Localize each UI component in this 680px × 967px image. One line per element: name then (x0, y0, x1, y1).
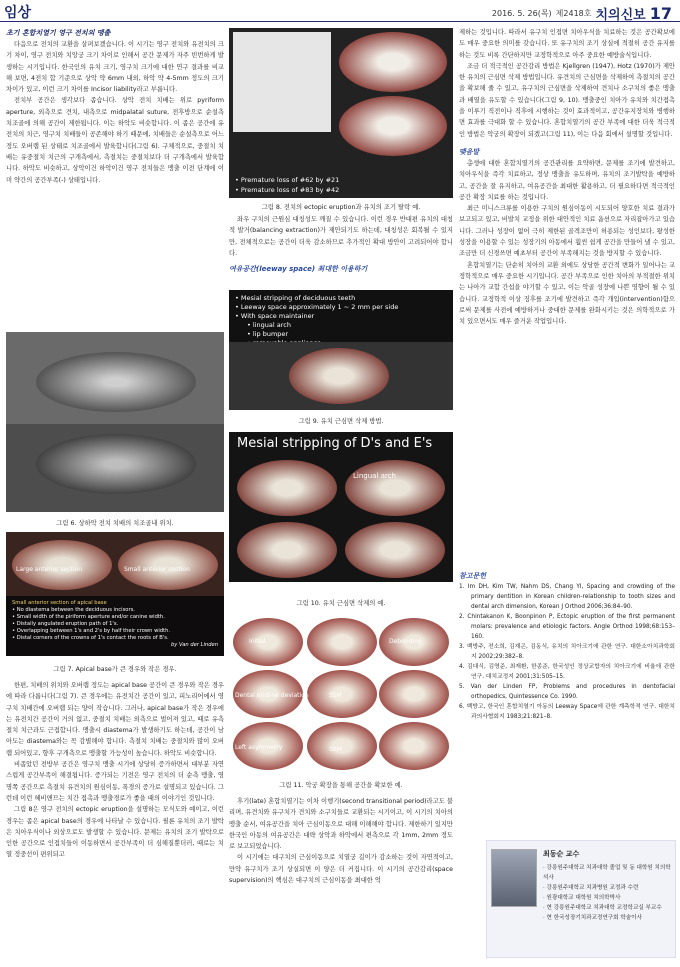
fig8-diagram (233, 32, 331, 132)
col2-text-1 (229, 214, 453, 284)
author-box (486, 840, 676, 958)
author-name: 최동순 교수 (543, 850, 580, 858)
fig11-image (229, 614, 453, 774)
fig10-label: Lingual arch (353, 472, 396, 480)
author-credential: · 원광대학교 대학원 치의학박사 (543, 895, 621, 901)
fig11-label: Debonding (389, 638, 422, 645)
fig7-bullet: • Distally angulated eruption path of 1's. (12, 621, 119, 627)
header-meta (492, 4, 672, 23)
fig7-label-small: Small anterior section (124, 566, 190, 573)
col3-paragraph: 조금 더 적극적인 공간감리 방법은 Kjellgren (1947), Hotz (1970)가 제안한 유치의 근심면 삭제 방법입니다. 유견치의 근심면을 삭제하여 측절치의 공간을 확보해 줄 수 있고, 유구치의 근심면을 삭제하여 견치나 소구치의 좋은 맹출과 배열을 유도할 수 있습니다(그림 9, 10). 맹출중인 치아가 유치와 치간접촉을 이루기 직전이나 직후에 시행하는 것이 효과적이고, 공간유지장치와 병행하면 효과를 극대화 할 수 있습니다. 혼합치열기의 공간 부족에 대한 더욱 적극적인 방법은 악궁의 확장이 되겠고(그림 11), 이는 다음 회에서 설명할 것입니다. (459, 62, 675, 138)
col3-paragraph: 최근 미니스크류를 이용한 구치의 원심이동이 시도되어 양호한 치료 결과가 보고되고 있고, 비발치 교정을 위한 대안적인 치료 옵션으로 자리잡아가고 있습니다. 그러나 성장이 없어 극히 제한된 골격조만이 허용되는 성인보다, 왕성한 성장을 이용할 수 있는 성장기의 아동에서 훨씬 쉽게 공간을 만들어 낼 수 있고, 조금만 더 신경쓰면 예초부터 공간이 부족해지는 것을 방지할 수 있습니다. (459, 205, 675, 258)
fig11-label: Dental midline deviation (235, 692, 309, 699)
col1-paragraph: 전치부 공간은 생각보다 좁습니다. 상악 전치 치배는 위로 pyriform aperture, 외측으로 견치, 내측으로 midpalatal suture, 전후방으로 순설측 치조골에 의해 공간이 제한됩니다. 이는 하악도 비슷합니다. 이 좁은 공간에 유전치의 치근, 영구치 치배들이 공존해야 하기 때문에, 치배들은 순설측으로 어느 정도 오버랩 된 상태로 치조골에서 발육합니다(그림 6). 구체적으로, 중절치 치배는 유중절치 치근의 구개측에서, 측절치는 중절치보다 더 구개측에서 발육합니다. 하악도 비슷하고, 상악이건 하악이건 영구 전치들은 맹출 이전 단계에 이미 약간의 공간부족(-) 상태입니다. (6, 97, 224, 184)
fig7-box-title: Small anterior section of apical base (12, 600, 107, 606)
col3-text (459, 27, 675, 567)
fig8-bullet: • Premature loss of #83 by #42 (235, 186, 340, 194)
fig9-subitem: • lip bumper (247, 330, 289, 338)
fig10-title: Mesial stripping of D's and E's (237, 436, 433, 451)
fig7-bullet: • No diastema between the deciduous incisors. (12, 607, 135, 613)
author-photo (491, 849, 537, 907)
col1-heading: 초기 혼합치열기 영구 전치의 맹출 (6, 29, 111, 37)
fig8-caption: 그림 8. 전치의 ectopic eruption과 유치의 조기 탈락 예. (261, 204, 421, 211)
fig7-bullet: • Small width of the piriform aperture and/or canine width. (12, 614, 165, 620)
reference-item: 5. Van der Linden FP, Problems and procedures in dentofacial orthopedics, Quintessence Co. 1990. (459, 684, 675, 700)
fig9-item: • Leeway space approximately 1 ~ 2 mm per side (235, 303, 399, 311)
col1-bottom-text (6, 680, 224, 962)
references-section (459, 570, 675, 834)
col1-paragraph: 그림 8은 영구 전치의 ectopic eruption을 설명하는 모식도와 예이고, 이런 경우는 좁은 apical base의 경우에 나타날 수 있습니다. 필론 유치의 조기 발탁은 치아우식이나 외상으로도 발생할 수 있습니다. 문제는 유치의 조기 발탁으로 인한 공간으로 인접치들이 이동하면서 공간부족이 더 심해질뿐더러, 때로는 치열 정중선이 편위되고 (6, 806, 224, 859)
references-list (459, 582, 675, 722)
newspaper-brand: 치의신보 (595, 8, 646, 23)
author-credential: · 현 한국성장기치과교정연구회 학술이사 (543, 915, 642, 921)
fig9-image (229, 342, 453, 410)
fig10-caption: 그림 10. 유치 근심면 삭제의 예. (296, 600, 386, 607)
col1-paragraph: 비좁았던 전방부 공간은 영구치 맹출 시기에 상당히 증가하면서 대부분 자연스럽게 공간부족이 해결됩니다. 증가되는 기전은 영구 전치의 더 순측 맹출, 영명쪽 공간으로 측절치 유견치의 원심이동, 폭경의 증가로 설명되고 있습니다. 그런데 이런 혜비앤므는 치간 접촉과 맹출경로가 좋을 때의 이야기인 것입니다. (6, 761, 224, 802)
col3-paragraph: 총생에 대한 혼합치열기의 공간관리를 요약하면, 문제를 조기에 발견하고, 치아우식을 즉각 치료하고, 정상 맹출을 유도하며, 유치의 조기발탁을 예방하고, 공간을 잘 유지하고, 여유공간을 최대한 활용하고, 더 필요하다면 적극적인 공간 확장 치료를 하는 것입니다. (459, 159, 675, 201)
col2-paragraph: 후기(late) 혼합치열기는 이차 이행기(second transitional period)라고도 불리며, 유견치와 유구치가 견치와 소구치들로 교환되는 시기이고, 이 시기의 치아의 맹출 순서, 여유공간을 치아 근심이동으로 대해 이해해야 합니다. 제한하기 있지만 한국인 아동의 여유공간은 대략 상악과 하악에서 편측으로 각 1mm, 2mm 정도로 보고되었습니다. (229, 798, 453, 851)
references-heading: 참고문헌 (459, 572, 487, 580)
header-issue: 제2418호 (555, 9, 592, 18)
col2-paragraph: 좌우 구치의 근원심 대칭성도 깨질 수 있습니다. 이런 경우 반대편 유치의 대칭적 발거(balancing extraction)가 제안되기도 하는데, 대칭성은 회복될 수 있지만, 전체적으로는 공간이 더욱 감소하므로 추가적인 확대 방안이 고려되어야 합니다. (229, 216, 453, 257)
reference-item: 6. 백방고, 한국인 혼합치열기 아동의 Leeway Space에 관한 계측학적 연구. 대한치과의사협회지 1983;21:821–8. (459, 704, 675, 720)
col1-top-text (6, 27, 224, 327)
header-date: 2016. 5. 26(목) (491, 9, 552, 18)
author-credential: · 현 강릉원주대학교 치과대학 교정학교실 부교수 (543, 905, 662, 911)
col3-paragraph: 혼합치열기는 단순히 치아의 교환 외에도 상당한 공간적 변화가 일어나는 교정학적으로 매우 중요한 시기입니다. 공간 부족으로 인한 치아의 부적절한 위치는 나아가 교합 간섭을 야기할 수 있고, 이는 악골 성장에 나쁜 영향이 될 수 있습니다. 교정학적 이상 징후를 조기에 발견하고 즉각 개입(intervention)함으로써 문제를 사전에 예방하거나 중대한 문제를 완화시키는 것은 의학적으로 가치 있으면서도 매우 즐거운 작업입니다. (459, 261, 675, 326)
page-header (0, 0, 680, 22)
author-credential: · 강릉원주대학교 치과대학 졸업 및 동 대학원 치의학석사 (543, 865, 671, 881)
fig7-label-large: Large anterior section (16, 566, 83, 573)
fig9-item: • With space maintainer (235, 312, 315, 320)
col3-heading: 맺음말 (459, 147, 480, 156)
reference-item: 3. 백방주, 전소희, 김재곤, 김동식, 유치의 치아크기에 관한 연구. 대한소아치과학회지 2002;29:382–8. (459, 644, 675, 660)
col3-paragraph: 제하는 것입니다. 따라서 유구치 인접면 치아우식을 치료하는 것은 공간확보에도 매우 중요한 의미를 갖습니다. 또 유구치의 조기 상실에 적절히 공간 유지를 하는 것도 비록 간단하지만 교정학적으로 아주 중요한 예방술식입니다. (459, 29, 675, 59)
reference-item: 4. 김대식, 김영준, 최재환, 한종준, 한국성인 정상교합자의 치아크기에 비율에 관한 연구. 대치교정지 2001;31:505–15. (459, 664, 675, 680)
fig6-xray-upper (6, 332, 224, 424)
fig7-bullet: • Distal corners of the crowns of 1's contact the roots of B's. (12, 635, 169, 641)
fig9-item: • Mesial stripping of deciduous teeth (235, 294, 356, 302)
page-number: 17 (649, 4, 672, 23)
col2-heading: 여유공간(leeway space) 최대한 이용하기 (229, 265, 368, 274)
fig7-info-box (6, 596, 224, 656)
col2-paragraph: 이 시기에는 대구치의 근심이동으로 치열궁 길이가 감소하는 것이 자연적이고, 만약 유구치가 조기 상실되면 이 양은 더 커집니다. 이 시기의 공간감리(space supervision)의 핵심은 대구치의 근심이동을 최대한 억 (229, 854, 453, 885)
col1-paragraph: 한편, 치배의 위치와 오버랩 정도는 apical base 공간이 큰 경우와 작은 경우에 따라 다릅니다(그림 7). 큰 경우에는 유전치간 공간이 있고, 피노리어에서 영구치 치배간에 오버랩 되는 양이 작습니다. 그러나, apical base가 작은 경우에는 유전치간 공간이 거의 없고, 중절치 치배는 외측으로 벌어져 있고, 때로 유측절치 치근과도 근접합니다. 맹출시 diastema가 발생하기도 하는데, 공간이 남아도는 diastema와는 꼭 감별해야 합니다. 측절치 치배는 중절치와 많이 오버랩 되어있고, 향후 구개측으로 맹출할 가능성이 높습니다. 하악도 비슷합니다. (6, 682, 224, 757)
section-title: 임상 (4, 5, 32, 21)
fig9-list (229, 290, 453, 342)
fig11-label: SBM (329, 746, 343, 753)
fig9-caption: 그림 9. 유치 근심면 삭제 방법. (298, 418, 384, 425)
fig11-label: Left asymmetry (235, 744, 283, 751)
reference-item: 1. Im DH, Kim TW, Nahm DS, Chang YI, Spacing and crowding of the primary dentition in Korean children-relationship to tooth sizes and dental arch dimension, Korean J Orthod 2006;36:84–90. (459, 584, 675, 610)
fig7-credit: by Van der Linden (170, 642, 218, 648)
fig10-image (229, 432, 453, 582)
col1-paragraph: 다음으로 전치의 교환을 살펴보겠습니다. 이 시기는 영구 전치와 유전치의 크기 차이, 영구 전치와 치앙궁 크기 차이로 인해서 공간 문제가 자주 빈번하게 발생하는 시기입니다. 한국인의 유치 크기, 영구치 크기에 대한 연구 결과를 비교해 보면, 4전치 합 기준으로 상악 약 6mm 내외, 하악 약 4-5mm 정도의 크기 차이가 있고, 이런 크기 차이를 Incisor liability라고 부릅니다. (6, 41, 224, 94)
col2-text-2 (229, 796, 453, 962)
fig8-image (229, 28, 453, 198)
fig11-label: Initial (249, 638, 266, 645)
fig7-bullet: • Overlapping between 1's and 2's by half their crown width. (12, 628, 171, 634)
author-credentials (543, 863, 675, 923)
fig6-xray-lower (6, 424, 224, 512)
fig9-subitem: • lingual arch (247, 321, 291, 329)
fig11-label: SSM (329, 692, 342, 699)
reference-item: 2. Chintakanon K, Boonpinon P, Ectopic eruption of the first permanent molars: prevalence and etiologic factors. Angle Orthod 1998;68:153–160. (459, 614, 675, 640)
author-credential: · 강릉원주대학교 치과병원 교정과 수련 (543, 885, 639, 891)
fig6-caption: 그림 6. 상하악 전치 치배의 치조골내 위치. (56, 520, 174, 527)
fig11-caption: 그림 11. 악궁 확장을 통해 공간을 확보한 예. (279, 782, 403, 789)
fig8-bullet: • Premature loss of #62 by #21 (235, 176, 340, 184)
fig7-caption: 그림 7. Apical base가 큰 경우와 작은 경우. (53, 666, 177, 673)
